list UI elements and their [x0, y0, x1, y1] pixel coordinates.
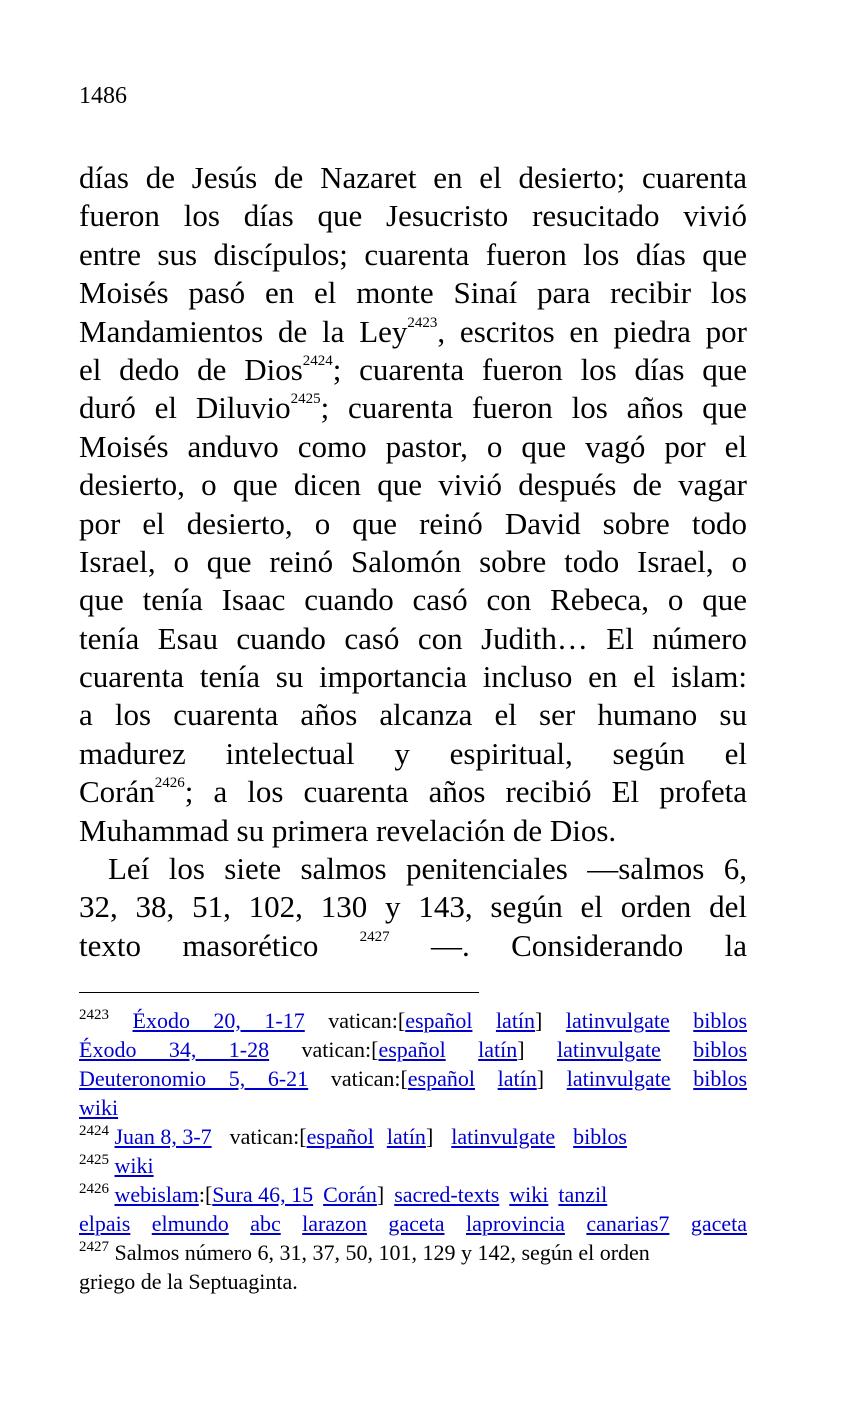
body-line: cuarenta tenía su importancia incluso en el islam:: [79, 659, 747, 695]
body-line: Corán$^{2426}$; a los cuarenta años recibió El profeta: [79, 774, 747, 810]
link-espanol[interactable]: español: [405, 1008, 473, 1033]
link-latinvulgate[interactable]: latinvulgate: [556, 1037, 661, 1062]
footnote-2423-line: [79, 1064, 747, 1093]
footnote-2425-line: [79, 1151, 747, 1180]
body-line: Moisés anduvo como pastor, o que vagó por el: [79, 428, 747, 464]
vatican-label: vatican:[: [328, 1008, 406, 1033]
footnote-ref-2425[interactable]: 2425: [290, 391, 321, 408]
bracket: ]: [536, 1066, 545, 1091]
link-biblos[interactable]: biblos: [573, 1124, 627, 1149]
footnote-number: 2426: [79, 1181, 109, 1197]
body-line: que tenía Isaac cuando casó con Rebeca, o que: [79, 582, 747, 618]
link-tanzil[interactable]: tanzil: [558, 1182, 608, 1207]
link-biblos[interactable]: biblos: [693, 1066, 748, 1091]
link-gaceta[interactable]: gaceta: [690, 1211, 748, 1236]
link-exodo-20[interactable]: Éxodo 20, 1-17: [132, 1008, 305, 1033]
body-line: a los cuarenta años alcanza el ser humano su: [79, 697, 747, 733]
body-line: madurez intelectual y espiritual, según el: [79, 735, 747, 771]
link-latin[interactable]: latín: [478, 1037, 518, 1062]
footnote-ref-2423[interactable]: 2423: [407, 314, 438, 331]
body-line: fueron los días que Jesucristo resucitado vivió: [79, 198, 747, 234]
footnote-number: 2425: [79, 1152, 109, 1168]
link-juan-8[interactable]: Juan 8, 3-7: [114, 1124, 212, 1149]
footnote-text: griego de la Septuaginta.: [79, 1269, 298, 1294]
link-latinvulgate[interactable]: latinvulgate: [451, 1124, 556, 1149]
link-espanol[interactable]: español: [378, 1037, 446, 1062]
bracket: ]: [517, 1037, 525, 1062]
body-line: Mandamientos de la Ley$^{2423}$, escritos en piedra por: [79, 313, 747, 349]
footnote-2427-line: [79, 1267, 747, 1296]
link-larazon[interactable]: larazon: [302, 1211, 367, 1236]
body-line: tenía Esau cuando casó con Judith… El número: [79, 620, 747, 656]
link-biblos[interactable]: biblos: [693, 1008, 748, 1033]
link-latinvulgate[interactable]: latinvulgate: [566, 1066, 671, 1091]
footnote-number: 2424: [79, 1123, 109, 1139]
footnote-2423-line: [79, 1006, 747, 1035]
link-deuteronomio[interactable]: Deuteronomio 5, 6-21: [79, 1066, 309, 1091]
body-line: Muhammad su primera revelación de Dios.: [79, 812, 617, 848]
vatican-label: vatican:[: [301, 1037, 379, 1062]
link-espanol[interactable]: español: [407, 1066, 475, 1091]
bracket: ]: [376, 1182, 385, 1207]
link-elmundo[interactable]: elmundo: [151, 1211, 229, 1236]
footnote-2424-line: [79, 1122, 747, 1151]
body-line: por el desierto, o que reinó David sobre todo: [79, 505, 747, 541]
link-canarias7[interactable]: canarias7: [586, 1211, 670, 1236]
body-line: entre sus discípulos; cuarenta fueron los días que: [79, 236, 747, 272]
body-text: [79, 159, 747, 965]
footnote-2423-line: [79, 1035, 747, 1064]
link-espanol[interactable]: español: [306, 1124, 374, 1149]
page-number: 1486: [79, 83, 127, 109]
link-latinvulgate[interactable]: latinvulgate: [565, 1008, 670, 1033]
link-coran[interactable]: Corán: [323, 1182, 377, 1207]
link-latin[interactable]: latín: [386, 1124, 426, 1149]
link-sura-46[interactable]: Sura 46, 15: [212, 1182, 314, 1207]
link-wiki[interactable]: wiki: [509, 1182, 549, 1207]
link-gaceta[interactable]: gaceta: [388, 1211, 445, 1236]
link-wiki[interactable]: wiki: [114, 1153, 154, 1178]
link-abc[interactable]: abc: [250, 1211, 281, 1236]
link-wiki[interactable]: wiki: [79, 1095, 119, 1120]
footnote-number: 2427: [79, 1239, 109, 1255]
body-line: el dedo de Dios$^{2424}$; cuarenta fueron los días que: [79, 351, 747, 387]
body-line: días de Jesús de Nazaret en el desierto; cuarenta: [79, 160, 747, 195]
bracket: ]: [535, 1008, 543, 1033]
link-exodo-34[interactable]: Éxodo 34, 1-28: [79, 1037, 270, 1062]
body-line: Israel, o que reinó Salomón sobre todo Israel, o: [79, 543, 747, 579]
footnote-text: Salmos número 6, 31, 37, 50, 101, 129 y 142, según el orden: [114, 1240, 650, 1265]
footnote-2423-line: [79, 1093, 747, 1122]
body-line: duró el Diluvio$^{2425}$; cuarenta fueron los años que: [79, 390, 747, 426]
vatican-label: vatican:[: [229, 1124, 307, 1149]
link-latin[interactable]: latín: [497, 1066, 537, 1091]
link-biblos[interactable]: biblos: [693, 1037, 748, 1062]
footnote-separator: [79, 992, 479, 993]
link-sacred-texts[interactable]: sacred-texts: [394, 1182, 500, 1207]
bracket: :[: [198, 1182, 213, 1207]
link-elpais[interactable]: elpais: [79, 1211, 131, 1236]
body-line: texto masorético $^{2427}$ —. Considerando la: [79, 927, 747, 963]
footnote-2426-line: [79, 1180, 747, 1209]
footnotes: [79, 1006, 747, 1296]
link-webislam[interactable]: webislam: [114, 1182, 199, 1207]
body-line: Moisés pasó en el monte Sinaí para recibir los: [79, 275, 747, 311]
footnote-ref-2424[interactable]: 2424: [302, 352, 333, 369]
link-laprovincia[interactable]: laprovincia: [465, 1211, 565, 1236]
vatican-label: vatican:[: [330, 1066, 408, 1091]
footnote-2426-line: [79, 1209, 747, 1238]
footnote-2427-line: [79, 1238, 747, 1267]
body-line: 32, 38, 51, 102, 130 y 143, según el orden del: [79, 889, 747, 925]
footnote-ref-2426[interactable]: 2426: [154, 775, 185, 792]
body-line: Leí los siete salmos penitenciales —salmos 6,: [108, 851, 747, 887]
body-line: desierto, o que dicen que vivió después de vagar: [79, 467, 747, 503]
footnote-ref-2427[interactable]: 2427: [359, 928, 390, 945]
bracket: ]: [425, 1124, 434, 1149]
link-latin[interactable]: latín: [495, 1008, 536, 1033]
footnote-number: 2423: [79, 1007, 109, 1023]
